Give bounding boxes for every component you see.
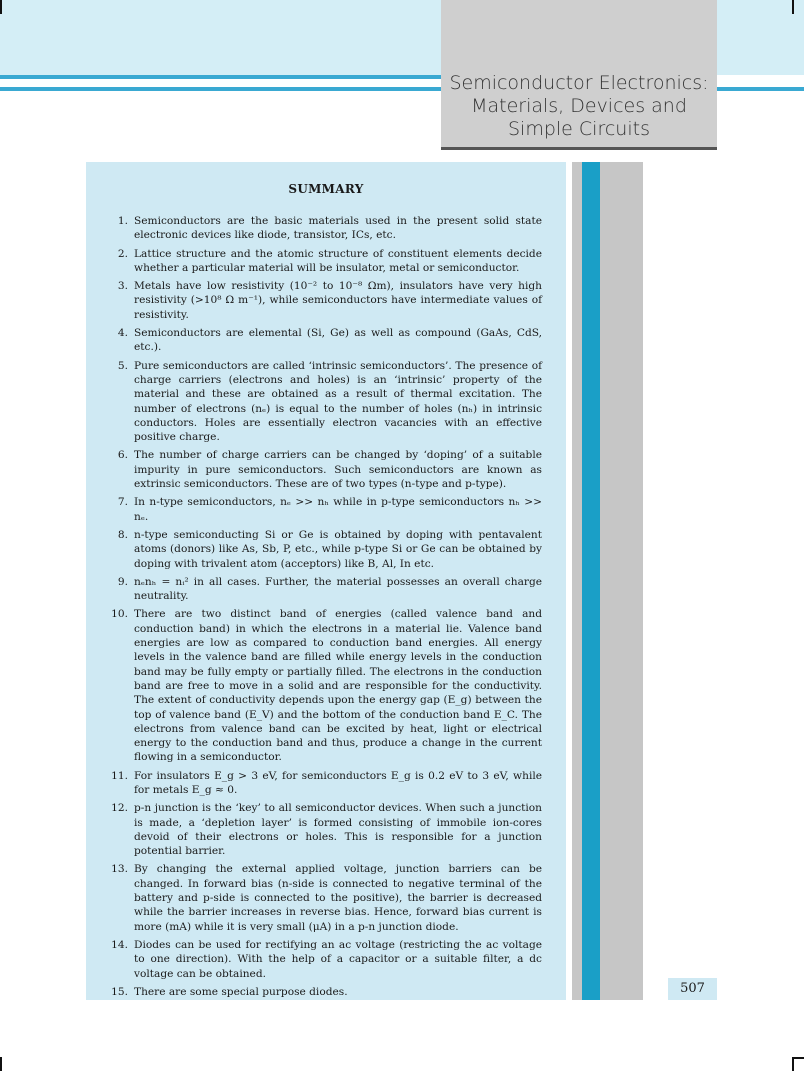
summary-item-number: 15. xyxy=(111,985,128,998)
summary-item xyxy=(100,448,542,491)
summary-item-text: Diodes can be used for rectifying an ac voltage (restricting the ac voltage to one direction). With the help of a capacitor or a suitable filter, a dc voltage can be obtained. xyxy=(134,938,542,980)
summary-item xyxy=(100,279,542,322)
summary-item xyxy=(100,326,542,355)
crop-mark-top-left xyxy=(0,0,2,14)
summary-item-text: nₑnₕ = nᵢ² in all cases. Further, the material possesses an overall charge neutrality. xyxy=(134,575,542,603)
chapter-title-line: Simple Circuits xyxy=(508,118,650,140)
summary-item-number: 13. xyxy=(111,863,128,876)
summary-item-number: 4. xyxy=(117,327,128,340)
summary-item-number: 7. xyxy=(117,496,128,509)
summary-item xyxy=(100,607,542,764)
summary-item xyxy=(100,247,542,276)
summary-item xyxy=(100,801,542,858)
summary-box xyxy=(86,162,566,1000)
summary-item xyxy=(100,359,542,445)
summary-item-number: 10. xyxy=(111,608,128,621)
summary-list xyxy=(100,214,542,1003)
side-bar-blue xyxy=(582,162,600,1000)
summary-item-text: Semiconductors are the basic materials used in the present solid state electronic devices like diode, transistor, ICs, etc. xyxy=(134,215,542,242)
summary-item-text: In n-type semiconductors, nₑ >> nₕ while in p-type semiconductors nₕ >> nₑ. xyxy=(134,496,542,523)
summary-item-number: 11. xyxy=(111,769,128,782)
summary-item-number: 1. xyxy=(117,215,128,227)
crop-mark-bottom-left xyxy=(0,1057,2,1071)
summary-heading: SUMMARY xyxy=(288,182,364,196)
header-stripe-right xyxy=(717,87,804,91)
summary-item-text: Semiconductors are elemental (Si, Ge) as well as compound (GaAs, CdS, etc.). xyxy=(134,327,542,354)
summary-item-text: Lattice structure and the atomic structure of constituent elements decide whether a particular material will be insulator, metal or semiconductor. xyxy=(134,247,542,274)
chapter-title-line: Materials, Devices and xyxy=(471,95,687,117)
summary-item-number: 5. xyxy=(117,359,128,372)
summary-item xyxy=(100,575,542,604)
summary-item xyxy=(100,528,542,571)
summary-item xyxy=(100,495,542,524)
crop-mark-top-right xyxy=(792,0,794,14)
summary-item-number: 3. xyxy=(117,280,128,293)
chapter-title xyxy=(441,72,717,141)
summary-item-text: There are two distinct band of energies (called valence band and conduction band) in which the electrons in a material lie. Valence band energies are low as compared to conduction band energies. All energy levels in the valence band are filled while energy levels in the conduction band may be fully empty or partially filled. The electrons in the conduction band are free to move in a solid and are responsible for the conductivity. The extent of conductivity depends upon the energy gap (E_g) between the top of valence band (E_V) and the bottom of the conduction band E_C. The electrons from valence band can be excited by heat, light or electrical energy to the conduction band and thus, produce a change in the current flowing in a semiconductor. xyxy=(134,608,542,764)
chapter-title-box xyxy=(441,0,717,150)
summary-item xyxy=(100,214,542,243)
summary-item-number: 14. xyxy=(111,938,128,951)
summary-item-text: n-type semiconducting Si or Ge is obtained by doping with pentavalent atoms (donors) like As, Sb, P, etc., while p-type Si or Ge can be obtained by doping with trivalent atom (acceptors) like B, Al, In etc. xyxy=(134,528,542,570)
summary-item xyxy=(100,938,542,981)
summary-item-text: For insulators E_g > 3 eV, for semiconductors E_g is 0.2 eV to 3 eV, while for metals E_g ≈ 0. xyxy=(134,769,542,796)
side-bar-gray-left xyxy=(572,162,582,1000)
summary-item-text: p-n junction is the ‘key’ to all semiconductor devices. When such a junction is made, a ‘depletion layer’ is formed consisting of immobile ion-cores devoid of their electrons or holes. This is responsible for a junction potential barrier. xyxy=(134,802,542,858)
page-number: 507 xyxy=(668,978,717,1000)
summary-item-number: 8. xyxy=(117,528,128,541)
crop-mark-bottom-right-h xyxy=(792,1057,804,1059)
chapter-title-line: Semiconductor Electronics: xyxy=(449,72,709,94)
summary-item-number: 2. xyxy=(117,247,128,260)
summary-item xyxy=(100,769,542,798)
summary-item-number: 9. xyxy=(117,575,128,588)
summary-item-number: 12. xyxy=(111,802,128,815)
summary-item-text: Metals have low resistivity (10⁻² to 10⁻⁸ Ωm), insulators have very high resistivity (>10⁸ Ω m⁻¹), while semiconductors have intermediate values of resistivity. xyxy=(134,280,542,321)
summary-item xyxy=(100,985,542,999)
header-stripe-top xyxy=(0,75,441,79)
crop-mark-bottom-right xyxy=(792,1057,794,1071)
summary-item-text: Pure semiconductors are called ‘intrinsic semiconductors’. The presence of charge carriers (electrons and holes) is an ‘intrinsic’ property of the material and these are obtained as a result of thermal excitation. The number of electrons (nₑ) is equal to the number of holes (nₕ) in intrinsic conductors. Holes are essentially electron vacancies with an effective positive charge. xyxy=(134,359,542,444)
side-bar-gray-right xyxy=(600,162,643,1000)
summary-item-text: There are some special purpose diodes. xyxy=(134,985,348,998)
summary-item xyxy=(100,862,542,933)
summary-item-text: By changing the external applied voltage, junction barriers can be changed. In forward bias (n-side is connected to negative terminal of the battery and p-side is connected to the positive), the barrier is decreased while the barrier increases in reverse bias. Hence, forward bias current is more (mA) while it is very small (μA) in a p-n junction diode. xyxy=(134,863,542,933)
summary-item-number: 6. xyxy=(117,449,128,462)
header-stripe-bottom xyxy=(0,87,441,91)
summary-item-text: The number of charge carriers can be changed by ‘doping’ of a suitable impurity in pure semiconductors. Such semiconductors are known as extrinsic semiconductors. These are of two types (n-type and p-type). xyxy=(134,449,542,491)
